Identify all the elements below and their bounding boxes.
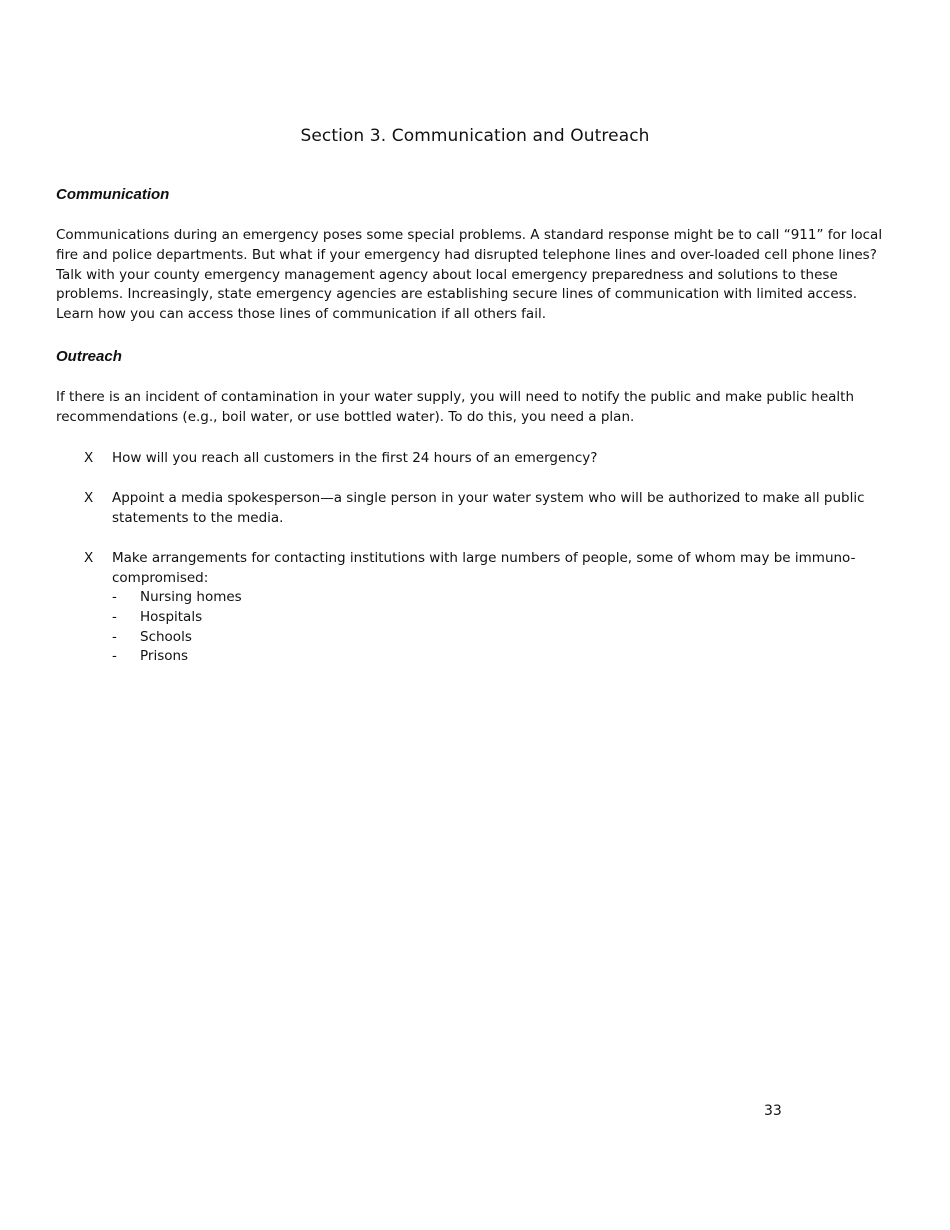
list-item-text: Hospitals	[140, 608, 203, 625]
outreach-paragraph: If there is an incident of contamination in your water supply, you will need to notify the public and make public health recommendations (e.g., boil water, or use bottled water). To do this, you need a plan.	[56, 389, 855, 425]
page-title: Section 3. Communication and Outreach	[300, 126, 650, 146]
dash-marker: -	[112, 608, 117, 625]
bullet-marker: X	[84, 550, 94, 566]
dash-marker: -	[112, 589, 117, 605]
bullet-item	[84, 548, 896, 588]
bullet-item	[84, 488, 896, 528]
page-number: 33	[764, 1103, 782, 1119]
list-item	[112, 588, 512, 608]
dash-marker: -	[112, 628, 117, 645]
bullet-marker: X	[84, 450, 94, 466]
list-item-text: Schools	[140, 628, 192, 645]
bullet-text: How will you reach all customers in the first 24 hours of an emergency?	[112, 450, 598, 466]
bullet-text: Appoint a media spokesperson—a single person in your water system who will be authorized to make all public statements to the media.	[112, 490, 865, 526]
list-item	[112, 608, 512, 628]
bullet-marker: X	[84, 490, 94, 506]
bullet-text: Make arrangements for contacting institutions with large numbers of people, some of whom may be immuno-compromised:	[112, 550, 856, 586]
list-item	[112, 628, 512, 648]
communication-heading: Communication	[56, 186, 170, 203]
list-item-text: Nursing homes	[140, 589, 242, 605]
communication-paragraph: Communications during an emergency poses some special problems. A standard response might be to call “911” for local fire and police departments. But what if your emergency had disrupted telephone lines and over-loaded cell phone lines? Talk with your county emergency management agency about local emergency preparedness and solutions to these problems. Increasingly, state emergency agencies are establishing secure lines of communication with limited access. Learn how you can access those lines of communication if all others fail.	[56, 227, 883, 323]
list-item	[112, 647, 512, 667]
bullet-item	[84, 448, 896, 468]
outreach-heading: Outreach	[56, 348, 122, 365]
list-item-text: Prisons	[140, 648, 189, 665]
dash-marker: -	[112, 648, 117, 665]
institution-list	[112, 588, 512, 667]
